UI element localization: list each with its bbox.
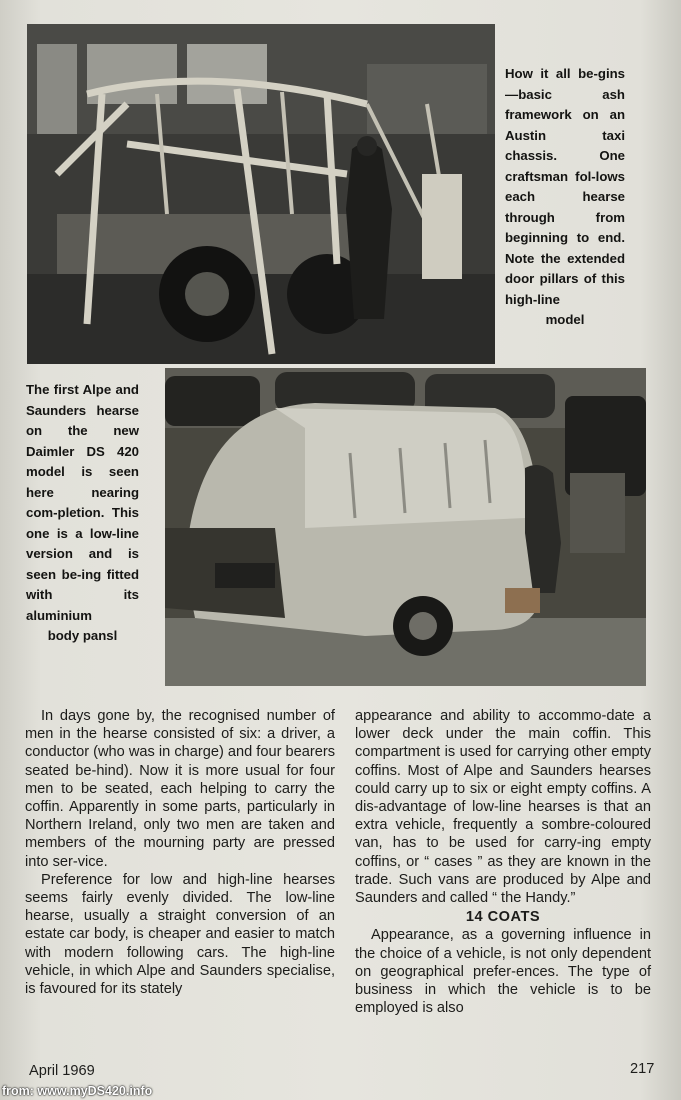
article-paragraph: Appearance, as a governing influence in the choice of a vehicle, is not only dependent on geographical prefer-ences. The type of business in which the vehicle is to be employed is also [355, 927, 651, 1017]
article-column-left [25, 707, 335, 998]
section-subheading: 14 COATS [465, 909, 541, 926]
source-watermark: from: www.myDS420.info [2, 1084, 153, 1098]
page-number: 217 [630, 1061, 655, 1077]
photo-daimler-hearse-image [165, 368, 646, 686]
article-paragraph: appearance and ability to accommo-date a lower deck under the main coffin. This compartment is used for carrying other empty coffins. Most of Alpe and Saunders hearses could carry up to six or eight empty coffins. A dis-advantage of low-line hearses is that an extra vehicle, frequently a sombre-coloured van, has to be used for carry-ing empty coffins, or “ cases ” as they are known in the trade. Such vans are produced by Alpe and Saunders and called “ the Handy.” [355, 708, 651, 907]
caption-framework-text: How it all be-gins—basic ash framework on an Austin taxi chassis. One craftsman fol-lows each hearse through from beginning to end. Note the extended door pillars of this high-line [505, 66, 625, 307]
caption-daimler-hearse-text: The first Alpe and Saunders hearse on the new Daimler DS 420 model is seen here nearing com-pletion. This one is a low-line version and is seen be-ing fitted with its aluminium [26, 382, 139, 623]
article-paragraph: In days gone by, the recognised number of men in the hearse consisted of six: a driver, a conductor (who was in charge) and four bearers seated be-hind). Now it is more usual for four men to be seated, each helping to carry the coffin. Apparently in some parts, particularly in Northern Ireland, only two men are taken and members of the mourning party are pressed into ser-vice. [25, 708, 335, 870]
article-paragraph: Preference for low and high-line hearses seems fairly evenly divided. The low-line hearse, usually a straight conversion of an estate car body, is cheaper and easier to match with modern following cars. The high-line vehicle, in which Alpe and Saunders specialise, is favoured for its stately [25, 871, 335, 998]
photo-ash-framework-image [27, 24, 495, 364]
photo-daimler-hearse [165, 368, 646, 686]
photo-ash-framework [27, 24, 495, 364]
article-column-right [355, 707, 651, 1017]
caption-framework [505, 64, 625, 331]
caption-daimler-hearse-last-line: body pansl [47, 628, 118, 643]
caption-daimler-hearse [26, 380, 139, 647]
issue-date: April 1969 [29, 1063, 95, 1079]
caption-framework-last-line: model [545, 312, 585, 327]
